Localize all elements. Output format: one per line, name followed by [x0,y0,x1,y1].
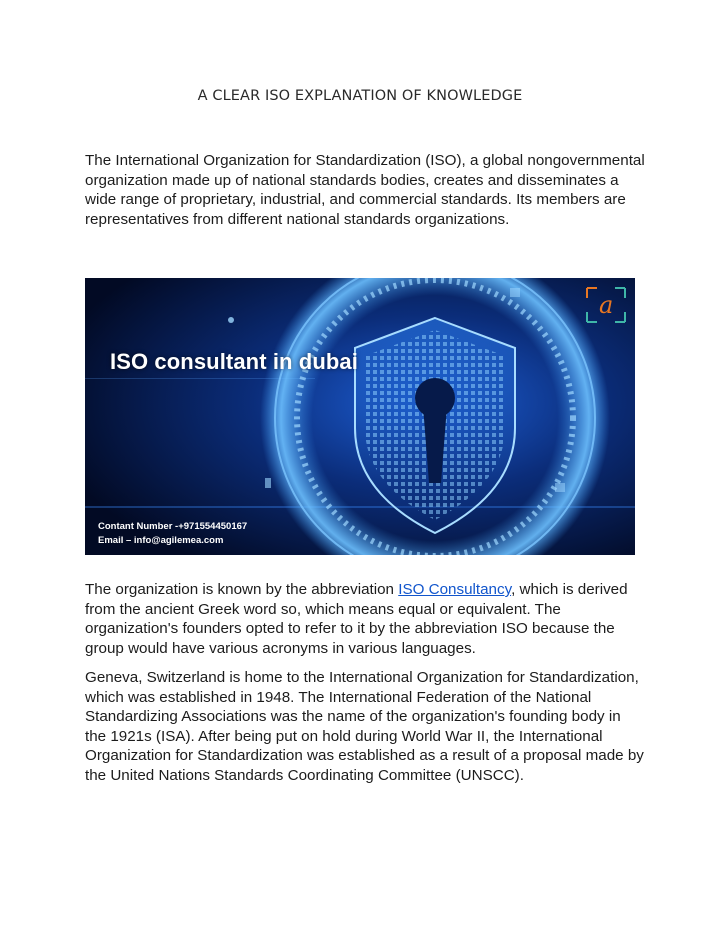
paragraph-text: The organization is known by the abbreviation [85,581,399,598]
intro-paragraph: The International Organization for Standardization (ISO), a global nongovernmental organization made up of national standards bodies, creates and disseminates a wide range of proprietary, industrial, and commercial standards. Its members are representatives from different national standards organizations. [85,152,645,228]
history-paragraph: Geneva, Switzerland is home to the International Organization for Standardization, which was established in 1948. The International Federation of the National Standardizing Associations was the name of the organization's founding body in the 1921s (ISA). After being put on hold during World War II, the International Organization for Standardization was established as a result of a proposal made by the United Nations Standards Coordinating Committee (UNSCC). [85,669,644,784]
iso-consultancy-link[interactable]: ISO Consultancy [398,581,512,598]
banner-image [85,278,635,555]
banner-contact-number: Contant Number -+971554450167 [98,521,248,532]
cyber-shield-illustration [85,278,635,555]
paragraph-text: , which is derived from the ancient Greek word so, which means equal or equivalent. The organization's founders opted to refer to it by the abbreviation ISO because the group would have various acronyms in various languages. [85,581,628,657]
banner-contact-email: Email – info@agilemea.com [98,535,224,546]
svg-text:a: a [599,291,614,319]
page-title: A CLEAR ISO EXPLANATION OF KNOWLEDGE [197,88,523,104]
abbreviation-paragraph [85,580,645,658]
banner-heading: ISO consultant in dubai [110,349,358,374]
